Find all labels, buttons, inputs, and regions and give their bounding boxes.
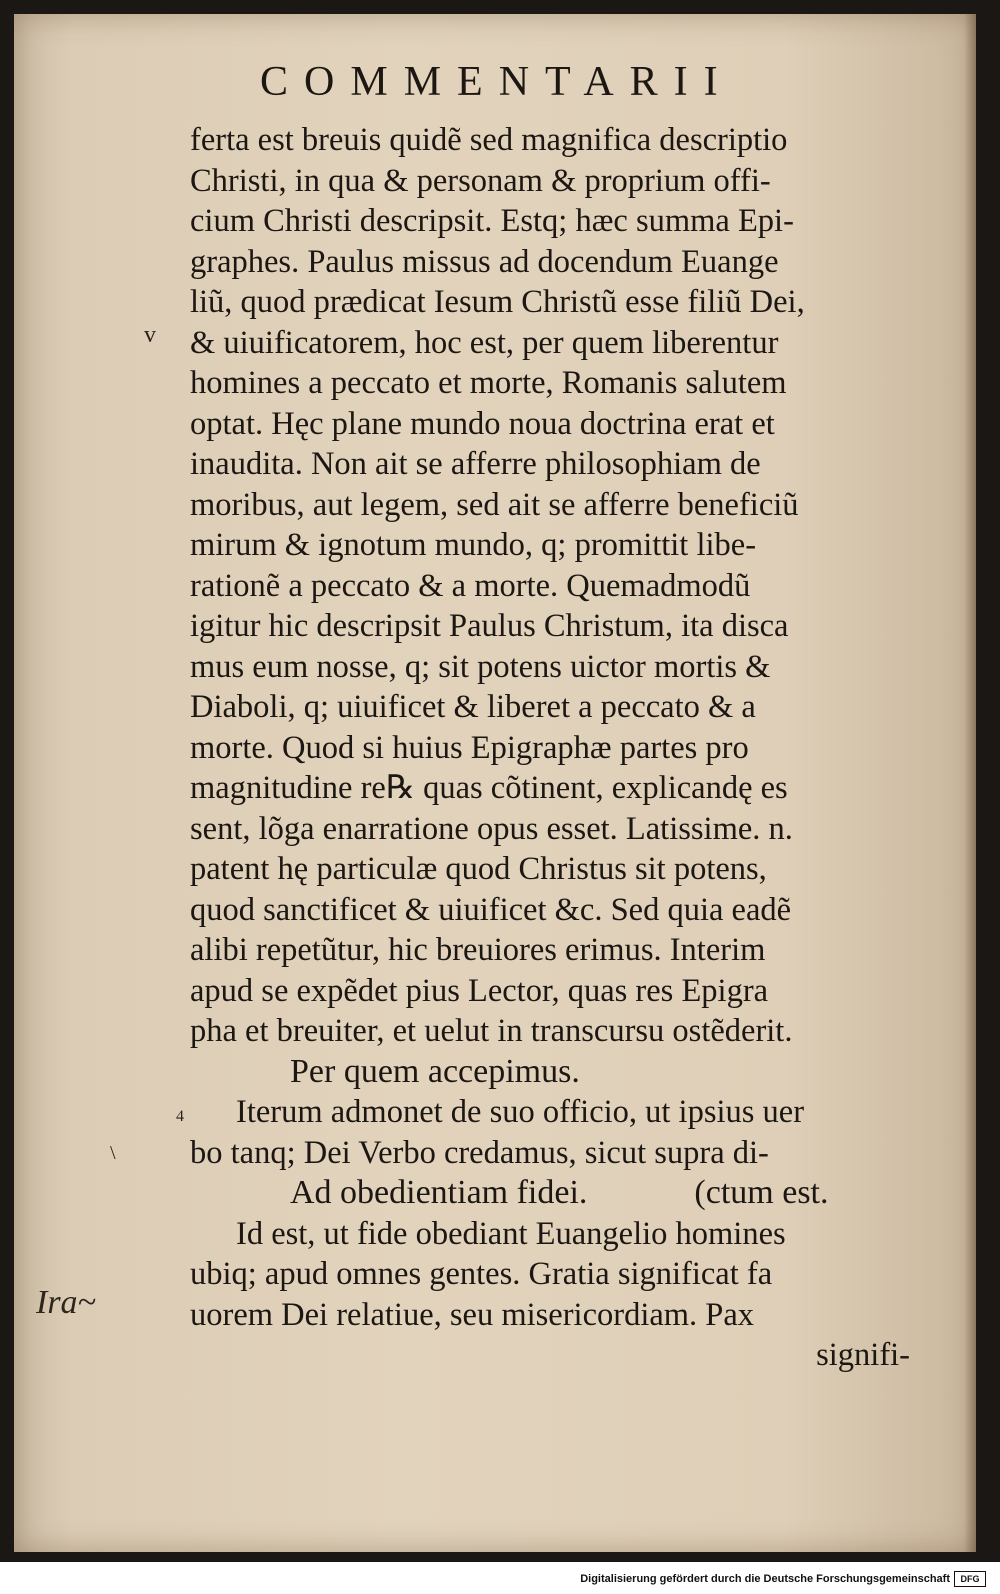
dfg-logo: DFG	[954, 1571, 986, 1587]
body-line: liũ, quod prædicat Iesum Christũ esse filiũ Dei,	[190, 284, 805, 320]
lemma-heading: Ad obedientiam fidei.	[290, 1174, 588, 1211]
body-line: igitur hic descripsit Paulus Christum, ita disca	[190, 608, 789, 644]
main-text-block	[190, 120, 930, 1376]
body-line: mirum & ignotum mundo, q; promittit libe-	[190, 527, 757, 563]
handwritten-margin-note: Ira~	[36, 1284, 96, 1321]
body-line: moribus, aut legem, sed ait se afferre beneficiũ	[190, 486, 799, 523]
body-line: Id est, ut fide obediant Euangelio homines	[236, 1215, 786, 1252]
digitization-footer	[0, 1566, 1000, 1594]
body-line: inaudita. Non ait se afferre philosophiam de	[190, 446, 761, 482]
body-line: pha et breuiter, et uelut in transcursu ostẽderit.	[190, 1013, 793, 1049]
page-edge-shadow	[964, 14, 976, 1552]
margin-mark: 4	[176, 1108, 184, 1125]
body-line: patent hę particulæ quod Christus sit potens,	[190, 851, 767, 887]
body-line: sent, lõga enarratione opus esset. Latissime. n.	[190, 810, 793, 847]
body-line: homines a peccato et morte, Romanis salutem	[190, 365, 787, 401]
lemma-carry-text: (ctum est.	[694, 1174, 829, 1211]
body-line: alibi repetũtur, hic breuiores erimus. Interim	[190, 932, 766, 968]
body-line: quod sanctificet & uiuificet &c. Sed quia eadẽ	[190, 891, 792, 928]
body-line: optat. Hęc plane mundo noua doctrina erat et	[190, 405, 775, 442]
body-line: morte. Quod si huius Epigraphæ partes pro	[190, 729, 749, 766]
margin-mark: \	[110, 1142, 116, 1164]
lemma-heading: Per quem accepimus.	[290, 1052, 580, 1090]
body-line: graphes. Paulus missus ad docendum Euange	[190, 243, 779, 280]
body-line: magnitudine re℞ quas cõtinent, explicandę es	[190, 770, 788, 806]
margin-mark: v	[144, 322, 156, 348]
body-line: & uiuificatorem, hoc est, per quem liberentur	[190, 324, 779, 361]
body-line: Christi, in qua & personam & proprium offi-	[190, 162, 771, 199]
body-line: ferta est breuis quidẽ sed magnifica descriptio	[190, 122, 788, 158]
catchword: signifi-	[816, 1337, 910, 1373]
footer-credit: Digitalisierung gefördert durch die Deutsche Forschungsgemeinschaft	[580, 1573, 950, 1585]
body-line: Diaboli, q; uiuificet & liberet a peccato & a	[190, 689, 756, 725]
body-line: ubiq; apud omnes gentes. Gratia significat fa	[190, 1256, 773, 1292]
lemma-heading-line	[190, 1173, 930, 1214]
body-line: cium Christi descripsit. Estq; hæc summa Epi-	[190, 203, 794, 239]
body-line: uorem Dei relatiue, seu misericordiam. Pax	[190, 1296, 755, 1333]
body-line: Iterum admonet de suo officio, ut ipsius uer	[236, 1094, 805, 1130]
body-line: apud se expẽdet pius Lector, quas res Epigra	[190, 972, 769, 1009]
running-head: COMMENTARII	[260, 59, 734, 105]
body-line: mus eum nosse, q; sit potens uictor mortis &	[190, 648, 771, 685]
body-line: bo tanq; Dei Verbo credamus, sicut supra di-	[190, 1134, 769, 1171]
body-line: rationẽ a peccato & a morte. Quemadmodũ	[190, 567, 751, 604]
